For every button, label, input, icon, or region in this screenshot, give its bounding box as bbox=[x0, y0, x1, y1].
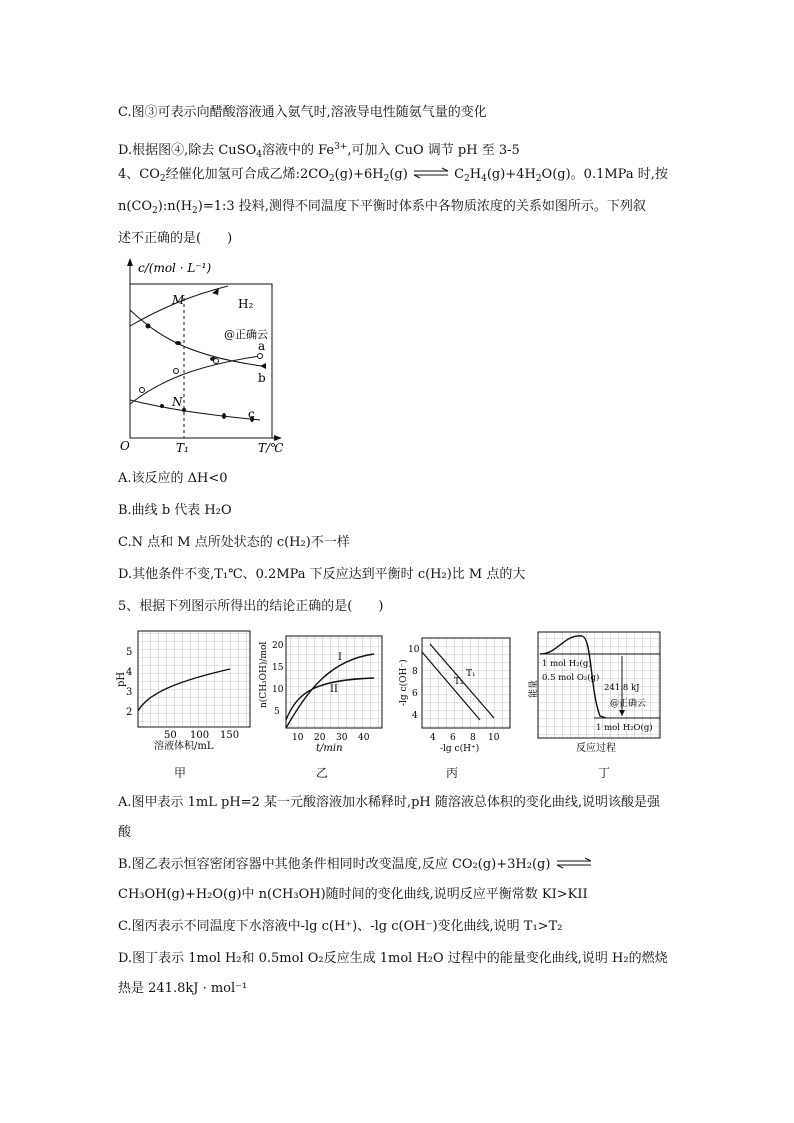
n-point-label: N bbox=[172, 395, 183, 409]
caption-jia: 甲 bbox=[174, 766, 187, 780]
svg-text:0.5 mol O₂(g): 0.5 mol O₂(g) bbox=[542, 673, 600, 683]
svg-text:10: 10 bbox=[272, 685, 284, 695]
q5-option-c: C.图丙表示不同温度下水溶液中-lg c(H⁺)、-lg c(OH⁻)变化曲线,说明 T₁>T₂ bbox=[118, 919, 563, 934]
curve-c bbox=[130, 400, 260, 420]
svg-text:II: II bbox=[330, 684, 338, 695]
svg-text:50: 50 bbox=[164, 730, 177, 741]
svg-text:2: 2 bbox=[126, 707, 133, 718]
jia-ylabel: pH bbox=[116, 671, 127, 687]
reversible-arrow-icon bbox=[555, 857, 593, 869]
q4-stem-line3: 述不正确的是( ) bbox=[118, 231, 233, 246]
svg-text:5: 5 bbox=[274, 707, 280, 717]
jia-xlabel: 溶液体积/mL bbox=[154, 741, 214, 752]
svg-text:5: 5 bbox=[126, 647, 133, 658]
q4-option-b: B.曲线 b 代表 H₂O bbox=[118, 503, 232, 518]
caption-yi: 乙 bbox=[316, 766, 329, 780]
svg-text:1 mol H₂(g): 1 mol H₂(g) bbox=[542, 659, 592, 669]
ding-xlabel: 反应过程 bbox=[576, 743, 616, 754]
q5-figure-yi bbox=[258, 630, 393, 755]
svg-text:8: 8 bbox=[412, 667, 418, 677]
svg-text:15: 15 bbox=[272, 663, 284, 673]
h2-label: H₂ bbox=[238, 297, 254, 311]
x-axis-label: T/℃ bbox=[258, 441, 284, 455]
yi-xlabel: t/min bbox=[316, 743, 343, 754]
bing-xlabel: -lg c(H⁺) bbox=[440, 744, 480, 754]
svg-text:T₁: T₁ bbox=[466, 669, 476, 679]
svg-text:241.8 kJ: 241.8 kJ bbox=[604, 683, 640, 693]
caption-ding: 丁 bbox=[598, 766, 611, 780]
q3-option-c: C.图③可表示向醋酸溶液通入氨气时,溶液导电性随氨气量的变化 bbox=[118, 105, 487, 120]
svg-text:6: 6 bbox=[412, 689, 418, 699]
svg-text:40: 40 bbox=[358, 733, 370, 743]
q5-option-a-line2: 酸 bbox=[118, 825, 132, 840]
svg-text:4: 4 bbox=[126, 667, 133, 678]
q5-figure-ding bbox=[530, 630, 670, 755]
caption-bing: 丙 bbox=[446, 766, 459, 780]
q5-figure-jia bbox=[118, 625, 258, 755]
watermark: @正确云 bbox=[224, 328, 268, 341]
reversible-arrow-icon bbox=[412, 167, 450, 179]
svg-text:30: 30 bbox=[336, 733, 348, 743]
q5-option-d-line1: D.图丁表示 1mol H₂和 0.5mol O₂反应生成 1mol H₂O 过程中的能量变化曲线,说明 H₂的燃烧 bbox=[118, 951, 668, 966]
q5-figure-bing bbox=[398, 630, 518, 755]
svg-text:4: 4 bbox=[412, 711, 418, 721]
q5-option-d-line2: 热是 241.8kJ · mol⁻¹ bbox=[118, 981, 248, 996]
watermark: @正确云 bbox=[610, 699, 647, 709]
svg-text:T₂: T₂ bbox=[454, 677, 464, 687]
m-point-label: M bbox=[172, 293, 185, 307]
svg-text:I: I bbox=[338, 652, 342, 663]
svg-text:6: 6 bbox=[450, 733, 456, 743]
origin-label: O bbox=[120, 439, 130, 453]
svg-text:10: 10 bbox=[292, 733, 304, 743]
svg-text:150: 150 bbox=[220, 730, 240, 741]
q4-option-a: A.该反应的 ΔH<0 bbox=[118, 471, 228, 486]
q5-stem: 5、根据下列图示所得出的结论正确的是( ) bbox=[118, 599, 384, 614]
q5-option-b-line2: CH₃OH(g)+H₂O(g)中 n(CH₃OH)随时间的变化曲线,说明反应平衡常数 KI>KII bbox=[118, 887, 588, 902]
svg-text:1 mol H₂O(g): 1 mol H₂O(g) bbox=[596, 723, 653, 733]
svg-text:10: 10 bbox=[408, 645, 420, 655]
ding-ylabel: 能量 bbox=[529, 679, 539, 698]
q4-option-d: D.其他条件不变,T₁℃、0.2MPa 下反应达到平衡时 c(H₂)比 M 点的大 bbox=[118, 567, 526, 582]
q5-option-b-line1: B.图乙表示恒容密闭容器中其他条件相同时改变温度,反应 CO₂(g)+3H₂(g) bbox=[118, 856, 593, 874]
curve-c-label: c bbox=[248, 407, 255, 421]
svg-text:20: 20 bbox=[272, 641, 284, 651]
curve-a-label: a bbox=[258, 339, 266, 353]
q4-concentration-figure bbox=[118, 258, 298, 458]
svg-text:20: 20 bbox=[314, 733, 326, 743]
q3-option-d: D.根据图④,除去 CuSO$_4$溶液中的 $Fe^{3+}$,可加入 CuO 调节 pH 至 3-5 bbox=[118, 142, 520, 160]
t1-label: T₁ bbox=[176, 441, 189, 455]
yi-ylabel: n(CH₃OH)/mol bbox=[259, 641, 269, 708]
svg-text:3: 3 bbox=[126, 687, 133, 698]
curve-b bbox=[130, 356, 260, 404]
svg-text:10: 10 bbox=[488, 733, 500, 743]
svg-text:100: 100 bbox=[190, 730, 210, 741]
q4-stem-line1: 4、$CO_2$经催化加氢可合成乙烯$:2CO_2(g)+6H_2(g)$ $C_2H_4(g)+4H_2O(g)$。0.1MPa 时,按 bbox=[118, 167, 668, 184]
y-axis-label: c/(mol · L⁻¹) bbox=[138, 261, 212, 275]
bing-ylabel: -lg c(OH⁻) bbox=[399, 659, 409, 706]
svg-text:4: 4 bbox=[430, 733, 436, 743]
curve-b-label: b bbox=[258, 371, 266, 385]
q4-stem-line2: $n(CO_2):n(H_2)=1:3$ 投料,测得不同温度下平衡时体系中各物质浓度的关系如图所示。下列叙 bbox=[118, 199, 646, 216]
q5-option-a-line1: A.图甲表示 1mL pH=2 某一元酸溶液加水稀释时,pH 随溶液总体积的变化曲线,说明该酸是强 bbox=[118, 795, 661, 810]
svg-text:8: 8 bbox=[470, 733, 476, 743]
q4-option-c: C.N 点和 M 点所处状态的 c(H₂)不一样 bbox=[118, 535, 350, 550]
